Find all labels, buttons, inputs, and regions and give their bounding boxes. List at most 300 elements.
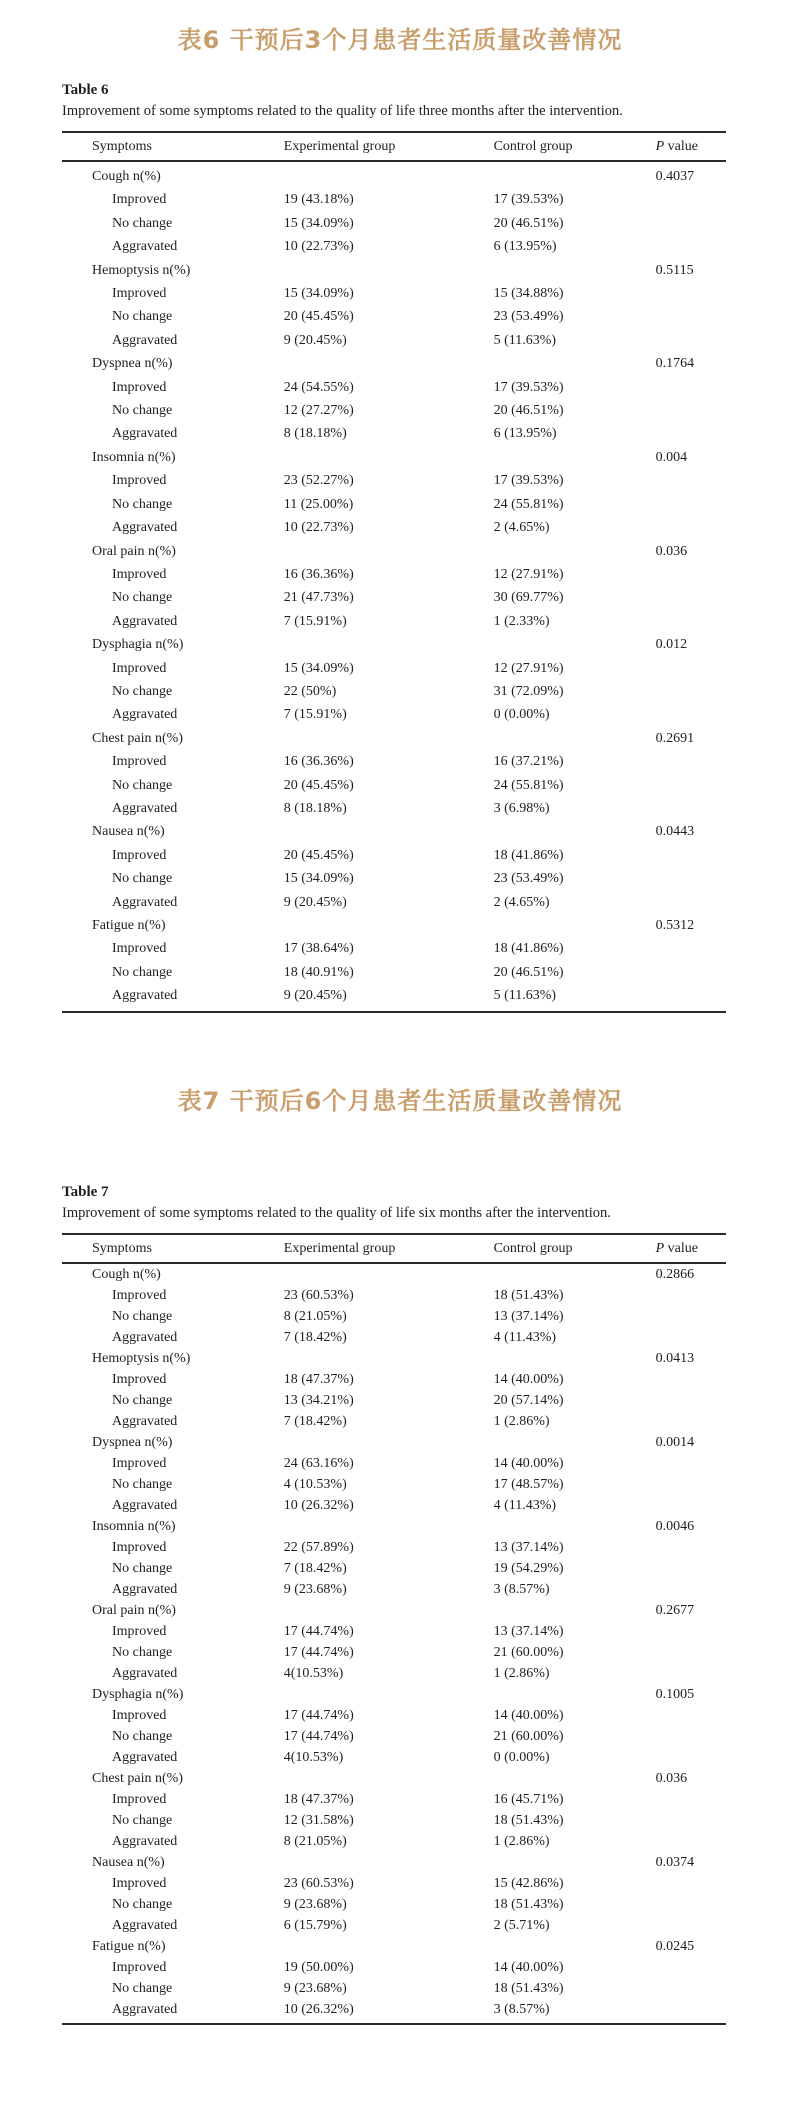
symptom-name: Cough n(%) xyxy=(92,169,161,184)
p-value xyxy=(656,1873,726,1894)
symptom-group-row xyxy=(62,1348,726,1369)
control-value: 1 (2.86%) xyxy=(493,1413,550,1429)
p-value xyxy=(656,1999,726,2024)
experimental-value xyxy=(284,914,494,937)
control-value: 15 (34.88%) xyxy=(493,286,564,302)
p-value: 0.5115 xyxy=(655,262,694,278)
symptom-group-row xyxy=(62,820,726,843)
control-value: 20 (46.51%) xyxy=(493,403,564,419)
control-value: 31 (72.09%) xyxy=(493,683,564,699)
experimental-value: 16 (36.36%) xyxy=(283,566,354,582)
page xyxy=(0,26,800,2025)
control-value xyxy=(494,446,656,469)
symptom-sub-row xyxy=(62,1999,726,2024)
experimental-value: 17 (44.74%) xyxy=(283,1644,354,1660)
table-header-row xyxy=(62,132,726,161)
sub-row-label: Improved xyxy=(112,1287,167,1303)
p-value: 0.1764 xyxy=(655,356,695,372)
control-value xyxy=(494,259,656,282)
sub-row-label: No change xyxy=(112,1308,173,1324)
sub-row-label: No change xyxy=(112,1728,173,1744)
p-value xyxy=(656,1390,726,1411)
experimental-value: 11 (25.00%) xyxy=(283,496,354,512)
symptom-sub-row xyxy=(62,1285,726,1306)
table-block xyxy=(62,81,726,1013)
symptom-sub-row xyxy=(62,1789,726,1810)
p-value xyxy=(656,797,726,820)
symptom-name: Dysphagia n(%) xyxy=(92,637,184,653)
p-value xyxy=(656,586,726,609)
control-value: 14 (40.00%) xyxy=(493,1707,564,1723)
p-value xyxy=(656,680,726,703)
control-value: 5 (11.63%) xyxy=(493,332,557,348)
symptom-group-row xyxy=(62,1432,726,1453)
p-value xyxy=(656,1726,726,1747)
experimental-value: 17 (44.74%) xyxy=(283,1728,354,1744)
symptom-sub-row xyxy=(62,586,726,609)
experimental-value xyxy=(284,1263,494,1285)
symptom-group-row xyxy=(62,914,726,937)
sub-row-label: No change xyxy=(112,777,173,793)
experimental-value: 8 (21.05%) xyxy=(283,1308,347,1324)
control-value: 30 (69.77%) xyxy=(493,590,564,606)
symptom-sub-row xyxy=(62,1747,726,1768)
table-section xyxy=(0,26,800,1013)
symptom-group-row xyxy=(62,259,726,282)
p-value xyxy=(656,703,726,726)
p-value: 0.004 xyxy=(655,449,688,465)
symptom-name: Fatigue n(%) xyxy=(92,1938,166,1954)
p-value xyxy=(656,1369,726,1390)
sub-row-label: No change xyxy=(112,215,173,231)
experimental-value xyxy=(284,161,494,188)
symptom-sub-row xyxy=(62,563,726,586)
p-value xyxy=(656,493,726,516)
experimental-value xyxy=(284,1936,494,1957)
control-value: 2 (4.65%) xyxy=(493,520,550,536)
control-value: 1 (2.33%) xyxy=(493,613,550,629)
control-value: 0 (0.00%) xyxy=(493,707,550,723)
p-value xyxy=(656,1810,726,1831)
symptom-sub-row xyxy=(62,1390,726,1411)
control-value: 16 (45.71%) xyxy=(493,1791,564,1807)
symptom-sub-row xyxy=(62,282,726,305)
experimental-value: 18 (47.37%) xyxy=(283,1371,354,1387)
sub-row-label: No change xyxy=(112,309,173,325)
experimental-value xyxy=(284,1432,494,1453)
experimental-value xyxy=(284,1348,494,1369)
p-value: 0.0245 xyxy=(655,1938,695,1954)
p-value: 0.4037 xyxy=(655,169,695,184)
sub-row-label: No change xyxy=(112,1560,173,1576)
p-value xyxy=(656,1915,726,1936)
symptom-group-row xyxy=(62,1768,726,1789)
control-value: 20 (46.51%) xyxy=(493,964,564,980)
experimental-value: 7 (18.42%) xyxy=(283,1413,347,1429)
control-value: 16 (37.21%) xyxy=(493,754,564,770)
symptom-sub-row xyxy=(62,1894,726,1915)
p-value: 0.036 xyxy=(655,1770,688,1786)
p-value xyxy=(656,1474,726,1495)
experimental-value: 12 (27.27%) xyxy=(283,403,354,419)
symptom-name: Nausea n(%) xyxy=(92,824,165,840)
symptom-sub-row xyxy=(62,1873,726,1894)
p-value xyxy=(656,1642,726,1663)
p-value xyxy=(656,1747,726,1768)
column-header-control-group: Control group xyxy=(493,1240,573,1256)
control-value xyxy=(494,1516,656,1537)
control-value: 17 (39.53%) xyxy=(493,192,564,208)
sub-row-label: Improved xyxy=(112,192,167,208)
control-value: 1 (2.86%) xyxy=(493,1665,550,1681)
symptom-name: Insomnia n(%) xyxy=(92,1518,176,1534)
symptom-name: Dyspnea n(%) xyxy=(92,356,173,372)
experimental-value: 7 (18.42%) xyxy=(283,1560,347,1576)
sub-row-label: Improved xyxy=(112,754,167,770)
sub-row-label: Improved xyxy=(112,1455,167,1471)
p-value xyxy=(656,750,726,773)
p-value xyxy=(656,1621,726,1642)
sub-row-label: Aggravated xyxy=(112,1749,178,1765)
symptom-sub-row xyxy=(62,1642,726,1663)
p-value xyxy=(656,984,726,1011)
sub-row-label: Aggravated xyxy=(112,1917,178,1933)
control-value xyxy=(494,820,656,843)
sub-row-label: Improved xyxy=(112,1623,167,1639)
symptom-sub-row xyxy=(62,774,726,797)
control-value: 21 (60.00%) xyxy=(493,1644,564,1660)
p-value xyxy=(656,1957,726,1978)
p-value xyxy=(656,329,726,352)
symptom-name: Chest pain n(%) xyxy=(92,730,183,746)
symptom-sub-row xyxy=(62,680,726,703)
control-value: 18 (51.43%) xyxy=(493,1287,564,1303)
experimental-value: 4(10.53%) xyxy=(283,1665,344,1681)
symptom-name: Insomnia n(%) xyxy=(92,449,176,465)
section-heading-zh: 表7 干预后6个月患者生活质量改善情况 xyxy=(177,1086,623,1115)
experimental-value xyxy=(284,1768,494,1789)
control-value xyxy=(494,1348,656,1369)
control-value: 5 (11.63%) xyxy=(493,988,557,1004)
control-value: 12 (27.91%) xyxy=(493,660,564,676)
sub-row-label: Improved xyxy=(112,941,167,957)
experimental-value xyxy=(284,727,494,750)
symptom-sub-row xyxy=(62,1957,726,1978)
p-value xyxy=(656,774,726,797)
symptom-sub-row xyxy=(62,1831,726,1852)
control-value xyxy=(494,1936,656,1957)
control-value: 19 (54.29%) xyxy=(493,1560,564,1576)
sub-row-label: Aggravated xyxy=(112,1581,178,1597)
p-value xyxy=(656,1831,726,1852)
sub-row-label: Improved xyxy=(112,1371,167,1387)
control-value: 20 (57.14%) xyxy=(493,1392,564,1408)
control-value: 14 (40.00%) xyxy=(493,1455,564,1471)
symptom-sub-row xyxy=(62,703,726,726)
p-value xyxy=(656,1327,726,1348)
control-value: 18 (51.43%) xyxy=(493,1812,564,1828)
experimental-value: 17 (44.74%) xyxy=(283,1623,354,1639)
p-value: 0.0014 xyxy=(655,1434,695,1450)
symptom-sub-row xyxy=(62,1621,726,1642)
experimental-value: 22 (50%) xyxy=(283,683,337,699)
control-value: 17 (39.53%) xyxy=(493,379,564,395)
symptom-sub-row xyxy=(62,1327,726,1348)
table-label: Table 7 xyxy=(62,1183,109,1200)
experimental-value: 10 (22.73%) xyxy=(283,239,354,255)
table-head xyxy=(62,1234,726,1263)
p-value xyxy=(656,1306,726,1327)
p-value xyxy=(656,1411,726,1432)
experimental-value: 15 (34.09%) xyxy=(283,660,354,676)
p-value: 0.1005 xyxy=(655,1686,695,1702)
sub-row-label: No change xyxy=(112,964,173,980)
sub-row-label: No change xyxy=(112,683,173,699)
sub-row-label: No change xyxy=(112,871,173,887)
symptom-sub-row xyxy=(62,1306,726,1327)
control-value: 3 (8.57%) xyxy=(493,1581,550,1597)
symptom-group-row xyxy=(62,1936,726,1957)
control-value: 18 (41.86%) xyxy=(493,941,564,957)
control-value xyxy=(494,1684,656,1705)
symptom-name: Fatigue n(%) xyxy=(92,918,166,933)
symptom-sub-row xyxy=(62,750,726,773)
control-value xyxy=(494,540,656,563)
p-value: 0.0443 xyxy=(655,824,695,840)
experimental-value: 4(10.53%) xyxy=(283,1749,344,1765)
sub-row-label: No change xyxy=(112,1476,173,1492)
control-value: 6 (13.95%) xyxy=(493,239,557,255)
control-value: 1 (2.86%) xyxy=(493,1833,550,1849)
control-value: 13 (37.14%) xyxy=(493,1308,564,1324)
sub-row-label: No change xyxy=(112,1980,173,1996)
sub-row-label: Improved xyxy=(112,847,167,863)
sub-row-label: Aggravated xyxy=(112,520,178,536)
control-value xyxy=(494,1600,656,1621)
p-value xyxy=(656,610,726,633)
symptom-sub-row xyxy=(62,961,726,984)
control-value xyxy=(494,1852,656,1873)
p-value xyxy=(656,235,726,258)
sub-row-label: Aggravated xyxy=(112,1497,178,1513)
symptom-group-row xyxy=(62,1516,726,1537)
symptom-sub-row xyxy=(62,797,726,820)
p-value xyxy=(656,422,726,445)
sub-row-label: Improved xyxy=(112,660,167,676)
sub-row-label: Aggravated xyxy=(112,332,178,348)
sub-row-label: Improved xyxy=(112,1539,167,1555)
symptom-sub-row xyxy=(62,305,726,328)
experimental-value: 23 (60.53%) xyxy=(283,1287,354,1303)
experimental-value: 10 (26.32%) xyxy=(283,1497,354,1513)
control-value: 0 (0.00%) xyxy=(493,1749,550,1765)
symptom-group-row xyxy=(62,446,726,469)
experimental-value: 23 (60.53%) xyxy=(283,1875,354,1891)
p-value xyxy=(656,1579,726,1600)
experimental-value: 20 (45.45%) xyxy=(283,847,354,863)
table-body xyxy=(62,161,726,1012)
p-value: 0.0046 xyxy=(655,1518,695,1534)
control-value: 24 (55.81%) xyxy=(493,777,564,793)
experimental-value: 23 (52.27%) xyxy=(283,473,354,489)
symptom-sub-row xyxy=(62,1810,726,1831)
sub-row-label: Improved xyxy=(112,379,167,395)
experimental-value: 8 (18.18%) xyxy=(283,800,347,816)
control-value: 13 (37.14%) xyxy=(493,1539,564,1555)
control-value xyxy=(494,1263,656,1285)
sub-row-label: No change xyxy=(112,1812,173,1828)
sub-row-label: Improved xyxy=(112,1707,167,1723)
sub-row-label: Improved xyxy=(112,1959,167,1975)
sub-row-label: Aggravated xyxy=(112,1833,178,1849)
experimental-value: 10 (26.32%) xyxy=(283,2001,354,2017)
p-value xyxy=(656,399,726,422)
experimental-value: 20 (45.45%) xyxy=(283,309,354,325)
experimental-value: 9 (20.45%) xyxy=(283,988,347,1004)
table-caption: Improvement of some symptoms related to the quality of life six months after the intervention. xyxy=(62,1204,611,1221)
control-value: 17 (39.53%) xyxy=(493,473,564,489)
sub-row-label: Improved xyxy=(112,1875,167,1891)
control-value: 20 (46.51%) xyxy=(493,215,564,231)
table-head xyxy=(62,132,726,161)
control-value xyxy=(494,633,656,656)
symptom-group-row xyxy=(62,1600,726,1621)
experimental-value: 4 (10.53%) xyxy=(283,1476,347,1492)
p-value: 0.012 xyxy=(655,637,688,653)
experimental-value: 20 (45.45%) xyxy=(283,777,354,793)
experimental-value: 18 (47.37%) xyxy=(283,1791,354,1807)
symptom-group-row xyxy=(62,727,726,750)
symptom-name: Chest pain n(%) xyxy=(92,1770,183,1786)
control-value xyxy=(494,161,656,188)
experimental-value xyxy=(284,633,494,656)
symptom-name: Oral pain n(%) xyxy=(92,543,176,559)
experimental-value xyxy=(284,259,494,282)
p-value xyxy=(656,1789,726,1810)
symptom-sub-row xyxy=(62,1915,726,1936)
symptom-sub-row xyxy=(62,844,726,867)
p-value xyxy=(656,844,726,867)
sub-row-label: No change xyxy=(112,1896,173,1912)
sub-row-label: No change xyxy=(112,496,173,512)
symptom-name: Oral pain n(%) xyxy=(92,1602,176,1618)
sub-row-label: Aggravated xyxy=(112,1665,178,1681)
experimental-value: 15 (34.09%) xyxy=(283,871,354,887)
experimental-value xyxy=(284,1600,494,1621)
experimental-value: 6 (15.79%) xyxy=(283,1917,347,1933)
control-value: 2 (5.71%) xyxy=(493,1917,550,1933)
sub-row-label: Improved xyxy=(112,473,167,489)
symptom-sub-row xyxy=(62,1453,726,1474)
symptom-sub-row xyxy=(62,493,726,516)
experimental-value: 9 (20.45%) xyxy=(283,894,347,910)
experimental-value: 24 (54.55%) xyxy=(283,379,354,395)
control-value: 3 (6.98%) xyxy=(493,800,550,816)
experimental-value: 10 (22.73%) xyxy=(283,520,354,536)
control-value: 6 (13.95%) xyxy=(493,426,557,442)
sub-row-label: Aggravated xyxy=(112,239,178,255)
symptom-name: Hemoptysis n(%) xyxy=(92,262,191,278)
sub-row-label: Aggravated xyxy=(112,894,178,910)
symptom-sub-row xyxy=(62,1726,726,1747)
control-value: 3 (8.57%) xyxy=(493,2001,550,2017)
symptom-sub-row xyxy=(62,657,726,680)
symptom-sub-row xyxy=(62,610,726,633)
section-heading-zh: 表6 干预后3个月患者生活质量改善情况 xyxy=(177,26,623,54)
control-value: 12 (27.91%) xyxy=(493,566,564,582)
experimental-value: 15 (34.09%) xyxy=(283,215,354,231)
experimental-value: 18 (40.91%) xyxy=(283,964,354,980)
p-value: 0.2866 xyxy=(655,1266,695,1282)
p-value xyxy=(656,1663,726,1684)
experimental-value: 9 (23.68%) xyxy=(283,1581,347,1597)
symptom-sub-row xyxy=(62,1537,726,1558)
experimental-value: 19 (50.00%) xyxy=(283,1959,354,1975)
experimental-value: 7 (15.91%) xyxy=(283,613,347,629)
data-table xyxy=(62,131,726,1013)
sub-row-label: Improved xyxy=(112,566,167,582)
sections-container xyxy=(0,26,800,2025)
experimental-value: 21 (47.73%) xyxy=(283,590,354,606)
sub-row-label: No change xyxy=(112,1392,173,1408)
experimental-value xyxy=(284,1684,494,1705)
sub-row-label: Aggravated xyxy=(112,1329,178,1345)
control-value: 17 (48.57%) xyxy=(493,1476,564,1492)
sub-row-label: Aggravated xyxy=(112,988,178,1004)
sub-row-label: Aggravated xyxy=(112,2001,178,2017)
p-value xyxy=(656,1453,726,1474)
experimental-value: 12 (31.58%) xyxy=(283,1812,354,1828)
p-value xyxy=(656,867,726,890)
symptom-group-row xyxy=(62,633,726,656)
symptom-group-row xyxy=(62,161,726,188)
experimental-value: 8 (18.18%) xyxy=(283,426,347,442)
p-value xyxy=(656,516,726,539)
experimental-value: 22 (57.89%) xyxy=(283,1539,354,1555)
sub-row-label: No change xyxy=(112,403,173,419)
p-value xyxy=(656,376,726,399)
symptom-sub-row xyxy=(62,891,726,914)
table-body xyxy=(62,1263,726,2024)
sub-row-label: Improved xyxy=(112,286,167,302)
control-value: 4 (11.43%) xyxy=(493,1329,557,1345)
experimental-value: 9 (20.45%) xyxy=(283,332,347,348)
experimental-value: 9 (23.68%) xyxy=(283,1896,347,1912)
symptom-name: Hemoptysis n(%) xyxy=(92,1350,191,1366)
control-value: 24 (55.81%) xyxy=(493,496,564,512)
control-value: 15 (42.86%) xyxy=(493,1875,564,1891)
p-value xyxy=(656,1537,726,1558)
column-header-p-value: P value xyxy=(655,139,698,154)
experimental-value: 13 (34.21%) xyxy=(283,1392,354,1408)
p-value xyxy=(656,891,726,914)
column-header-symptoms: Symptoms xyxy=(92,1240,152,1256)
sub-row-label: Aggravated xyxy=(112,613,178,629)
column-header-control-group: Control group xyxy=(493,139,573,154)
control-value: 23 (53.49%) xyxy=(493,309,564,325)
symptom-sub-row xyxy=(62,937,726,960)
p-value: 0.2691 xyxy=(655,730,695,746)
data-table xyxy=(62,1233,726,2025)
control-value: 14 (40.00%) xyxy=(493,1959,564,1975)
experimental-value: 8 (21.05%) xyxy=(283,1833,347,1849)
symptom-sub-row xyxy=(62,1474,726,1495)
control-value xyxy=(494,352,656,375)
control-value: 18 (41.86%) xyxy=(493,847,564,863)
table-caption: Improvement of some symptoms related to the quality of life three months after the intervention. xyxy=(62,103,623,119)
experimental-value: 16 (36.36%) xyxy=(283,754,354,770)
symptom-sub-row xyxy=(62,469,726,492)
